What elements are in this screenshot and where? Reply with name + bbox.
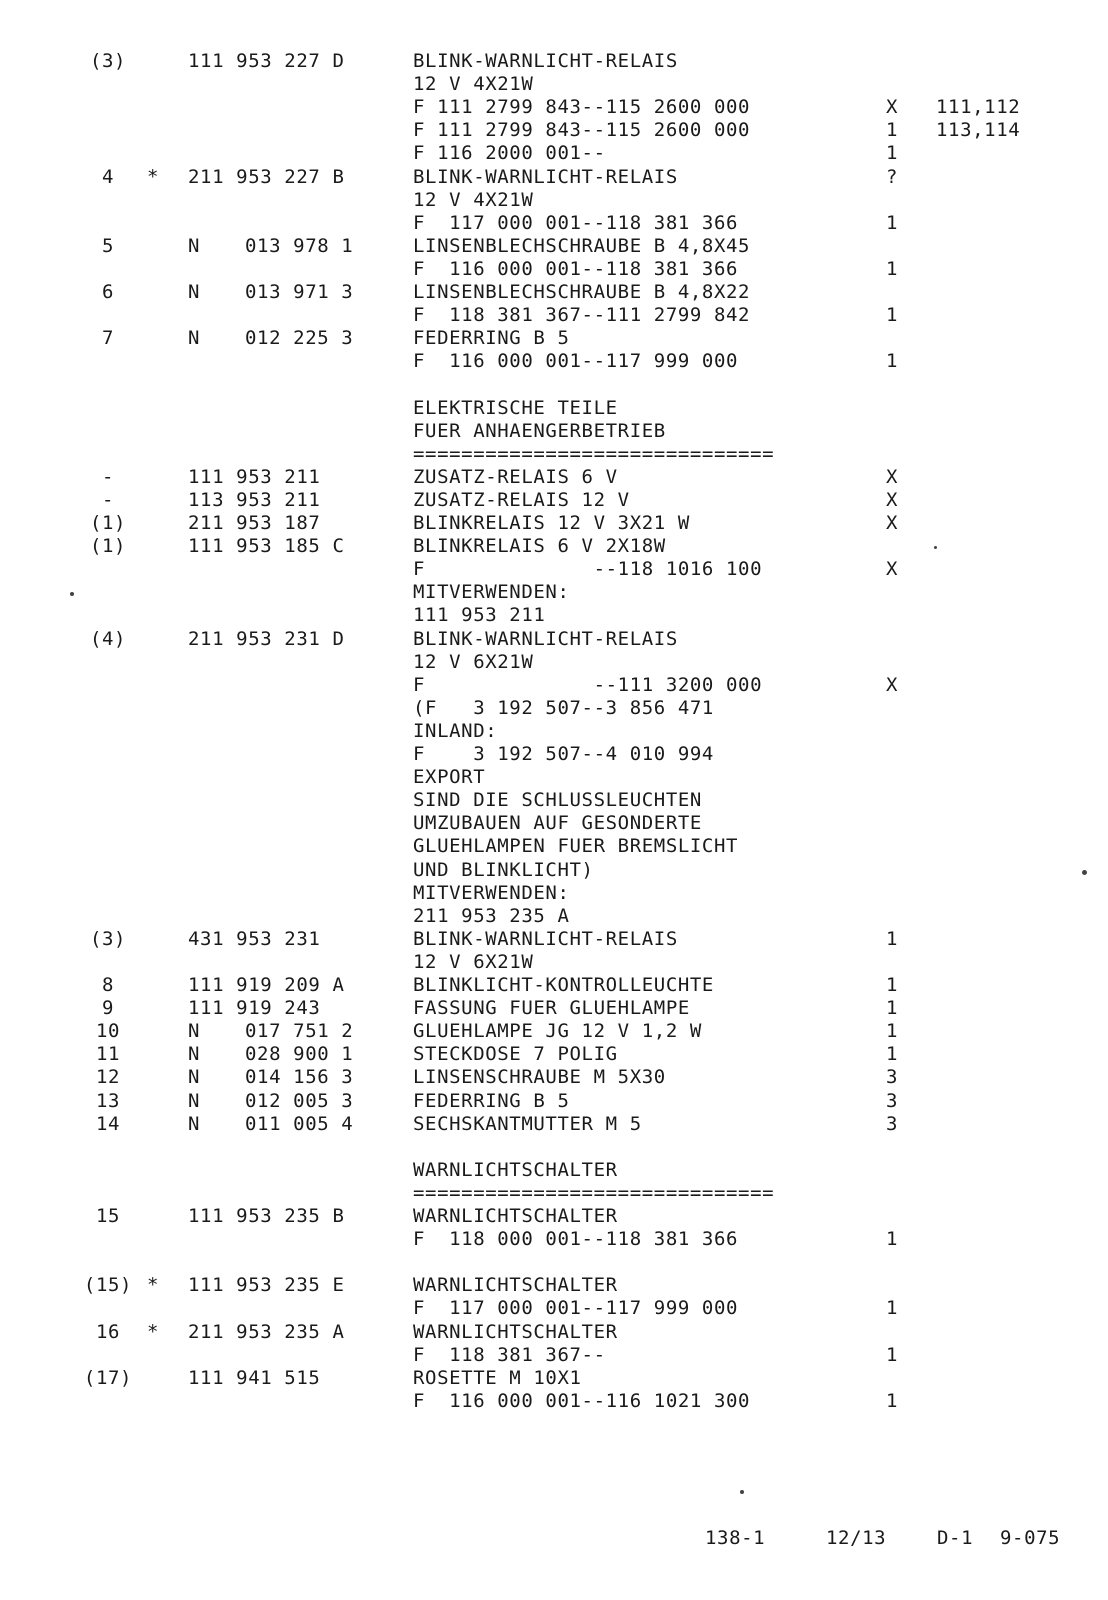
part-description: F --118 1016 100: [413, 558, 763, 581]
part-description: MITVERWENDEN:: [413, 881, 570, 904]
part-description: GLUEHLAMPEN FUER BREMSLICHT: [413, 835, 739, 858]
parts-row: [0, 951, 1108, 974]
parts-row: [0, 373, 1108, 396]
part-description: SIND DIE SCHLUSSLEUCHTEN: [413, 789, 702, 812]
parts-row: [0, 258, 1108, 281]
part-description: F 116 000 001--116 1021 300: [413, 1389, 751, 1412]
part-description: STECKDOSE 7 POLIG: [413, 1043, 618, 1066]
position-number: 10: [95, 1020, 121, 1043]
parts-row: [0, 558, 1108, 581]
part-description: F 111 2799 843--115 2600 000: [413, 119, 751, 142]
part-description: ==============================: [413, 1181, 775, 1204]
part-number: 211 953 187: [188, 512, 321, 534]
part-number: 211 953 235 A: [188, 1320, 345, 1343]
part-description: 12 V 6X21W: [413, 650, 534, 673]
footer-section: 12/13: [826, 1527, 887, 1549]
quantity: 1: [886, 350, 899, 373]
parts-row: [0, 651, 1108, 674]
parts-row: [0, 882, 1108, 905]
position-number: (1): [89, 512, 127, 534]
scan-speck: [70, 592, 74, 596]
parts-row: [0, 928, 1108, 951]
position-number: -: [101, 465, 115, 488]
part-description: ==============================: [413, 442, 775, 465]
part-description: WARNLICHTSCHALTER: [413, 1274, 618, 1297]
parts-row: [0, 674, 1108, 697]
part-number: 028 900 1: [245, 1043, 354, 1066]
parts-row: [0, 1321, 1108, 1344]
part-description: F 118 000 001--118 381 366: [413, 1228, 739, 1251]
parts-row: [0, 1367, 1108, 1390]
part-number: 017 751 2: [245, 1020, 354, 1043]
part-description: UND BLINKLICHT): [413, 858, 594, 881]
part-description: BLINK-WARNLICHT-RELAIS: [413, 165, 678, 188]
position-number: (15): [83, 1274, 133, 1297]
part-description: F --111 3200 000: [413, 673, 763, 696]
modification-star: *: [147, 165, 160, 188]
parts-row: [0, 235, 1108, 258]
footer-reference: 9-075: [1000, 1527, 1061, 1549]
part-description: F 118 381 367--111 2799 842: [413, 304, 751, 327]
part-number: 211 953 227 B: [188, 165, 345, 188]
part-description: F 117 000 001--118 381 366: [413, 211, 739, 234]
part-description: F 116 2000 001--: [413, 142, 606, 165]
part-number: 012 225 3: [245, 327, 354, 350]
standard-part-flag: N: [188, 1089, 201, 1112]
parts-row: [0, 1344, 1108, 1367]
part-number: 111 941 515: [188, 1366, 321, 1389]
parts-row: [0, 1113, 1108, 1136]
position-number: 15: [95, 1205, 121, 1227]
part-description: ZUSATZ-RELAIS 12 V: [413, 488, 630, 511]
parts-row: [0, 1390, 1108, 1413]
position-number: 13: [95, 1089, 121, 1112]
part-description: ZUSATZ-RELAIS 6 V: [413, 465, 618, 488]
part-description: BLINKLICHT-KONTROLLEUCHTE: [413, 974, 714, 996]
position-number: 16: [95, 1320, 121, 1343]
parts-row: [0, 166, 1108, 189]
part-number: 014 156 3: [245, 1066, 354, 1089]
parts-row: [0, 581, 1108, 604]
parts-row: [0, 905, 1108, 928]
part-description: F 116 000 001--118 381 366: [413, 257, 739, 280]
part-number: 113 953 211: [188, 488, 321, 511]
part-description: BLINKRELAIS 6 V 2X18W: [413, 535, 666, 558]
quantity: 1: [886, 142, 899, 165]
parts-row: [0, 466, 1108, 489]
part-description: BLINKRELAIS 12 V 3X21 W: [413, 512, 690, 534]
remark: 111,112: [936, 96, 1021, 119]
position-number: (1): [89, 535, 127, 558]
standard-part-flag: N: [188, 1112, 201, 1135]
parts-row: [0, 50, 1108, 73]
parts-row: [0, 489, 1108, 512]
parts-row: [0, 789, 1108, 812]
parts-row: [0, 212, 1108, 235]
standard-part-flag: N: [188, 281, 201, 303]
part-description: FEDERRING B 5: [413, 1089, 570, 1112]
part-description: GLUEHLAMPE JG 12 V 1,2 W: [413, 1020, 702, 1043]
parts-row: [0, 1020, 1108, 1043]
quantity: X: [886, 558, 899, 581]
parts-row: [0, 1159, 1108, 1182]
parts-row: [0, 859, 1108, 882]
parts-row: [0, 1066, 1108, 1089]
part-description: WARNLICHTSCHALTER: [413, 1158, 618, 1181]
quantity: ?: [886, 165, 899, 188]
part-description: F 3 192 507--4 010 994: [413, 743, 714, 765]
part-number: 431 953 231: [188, 927, 321, 950]
parts-row: [0, 73, 1108, 96]
part-number: 013 978 1: [245, 234, 354, 257]
parts-row: [0, 835, 1108, 858]
position-number: 9: [101, 997, 115, 1020]
part-description: F 118 381 367--: [413, 1343, 606, 1366]
modification-star: *: [147, 1274, 160, 1297]
quantity: 3: [886, 1112, 899, 1135]
part-number: 211 953 231 D: [188, 627, 345, 650]
standard-part-flag: N: [188, 327, 201, 350]
position-number: 11: [95, 1043, 121, 1066]
quantity: 1: [886, 1297, 899, 1320]
part-description: BLINK-WARNLICHT-RELAIS: [413, 927, 678, 950]
quantity: 1: [886, 997, 899, 1020]
parts-row: [0, 1182, 1108, 1205]
position-number: (3): [89, 50, 127, 72]
parts-row: [0, 142, 1108, 165]
part-description: LINSENBLECHSCHRAUBE B 4,8X45: [413, 234, 751, 257]
parts-row: [0, 812, 1108, 835]
part-description: F 116 000 001--117 999 000: [413, 350, 739, 373]
parts-row: [0, 1228, 1108, 1251]
parts-row: [0, 304, 1108, 327]
parts-row: [0, 189, 1108, 212]
standard-part-flag: N: [188, 234, 201, 257]
quantity: 1: [886, 1389, 899, 1412]
part-description: SECHSKANTMUTTER M 5: [413, 1112, 642, 1135]
part-description: FASSUNG FUER GLUEHLAMPE: [413, 997, 690, 1020]
parts-row: [0, 997, 1108, 1020]
footer-page-number: 138-1: [705, 1527, 766, 1549]
page-footer: [0, 1525, 1108, 1551]
position-number: (4): [89, 627, 127, 650]
part-description: 111 953 211: [413, 604, 546, 627]
standard-part-flag: N: [188, 1020, 201, 1043]
quantity: X: [886, 512, 899, 534]
part-description: ROSETTE M 10X1: [413, 1366, 582, 1389]
quantity: 3: [886, 1089, 899, 1112]
part-description: 12 V 4X21W: [413, 73, 534, 96]
position-number: -: [101, 488, 115, 511]
scan-speck: [740, 1490, 744, 1494]
part-number: 111 953 211: [188, 465, 321, 488]
parts-row: [0, 1136, 1108, 1159]
parts-row: [0, 720, 1108, 743]
position-number: (3): [89, 927, 127, 950]
scan-speck: [934, 546, 937, 549]
part-description: FUER ANHAENGERBETRIEB: [413, 419, 666, 442]
parts-row: [0, 1205, 1108, 1228]
parts-row: [0, 628, 1108, 651]
part-number: 111 953 235 E: [188, 1274, 345, 1297]
parts-row: [0, 697, 1108, 720]
quantity: X: [886, 673, 899, 696]
part-description: 12 V 4X21W: [413, 188, 534, 211]
position-number: 12: [95, 1066, 121, 1089]
position-number: (17): [83, 1366, 133, 1389]
parts-row: [0, 350, 1108, 373]
quantity: 1: [886, 211, 899, 234]
part-number: 012 005 3: [245, 1089, 354, 1112]
quantity: 1: [886, 1343, 899, 1366]
footer-code: D-1: [937, 1527, 974, 1549]
part-description: WARNLICHTSCHALTER: [413, 1205, 618, 1227]
quantity: 1: [886, 1043, 899, 1066]
part-description: FEDERRING B 5: [413, 327, 570, 350]
parts-row: [0, 535, 1108, 558]
part-number: 111 919 243: [188, 997, 321, 1020]
position-number: 4: [101, 165, 115, 188]
parts-row: [0, 1251, 1108, 1274]
part-description: MITVERWENDEN:: [413, 581, 570, 604]
quantity: 3: [886, 1066, 899, 1089]
part-description: WARNLICHTSCHALTER: [413, 1320, 618, 1343]
part-description: LINSENSCHRAUBE M 5X30: [413, 1066, 666, 1089]
quantity: 1: [886, 1228, 899, 1251]
position-number: 5: [101, 234, 115, 257]
quantity: 1: [886, 119, 899, 142]
parts-row: [0, 443, 1108, 466]
part-description: UMZUBAUEN AUF GESONDERTE: [413, 812, 702, 835]
part-description: (F 3 192 507--3 856 471: [413, 696, 714, 719]
part-description: BLINK-WARNLICHT-RELAIS: [413, 627, 678, 650]
part-number: 013 971 3: [245, 281, 354, 303]
part-description: ELEKTRISCHE TEILE: [413, 396, 618, 419]
standard-part-flag: N: [188, 1066, 201, 1089]
part-number: 111 919 209 A: [188, 974, 345, 996]
quantity: 1: [886, 974, 899, 996]
standard-part-flag: N: [188, 1043, 201, 1066]
parts-row: [0, 1297, 1108, 1320]
part-description: BLINK-WARNLICHT-RELAIS: [413, 50, 678, 72]
parts-row: [0, 766, 1108, 789]
scan-speck: [1082, 870, 1087, 875]
parts-row: [0, 281, 1108, 304]
quantity: 1: [886, 1020, 899, 1043]
parts-row: [0, 1043, 1108, 1066]
modification-star: *: [147, 1320, 160, 1343]
position-number: 7: [101, 327, 115, 350]
part-number: 011 005 4: [245, 1112, 354, 1135]
parts-row: [0, 397, 1108, 420]
part-number: 111 953 227 D: [188, 50, 345, 72]
parts-row: [0, 1090, 1108, 1113]
parts-row: [0, 327, 1108, 350]
parts-row: [0, 743, 1108, 766]
parts-row: [0, 96, 1108, 119]
parts-row: [0, 1274, 1108, 1297]
parts-row: [0, 604, 1108, 627]
part-number: 111 953 185 C: [188, 535, 345, 558]
part-description: F 111 2799 843--115 2600 000: [413, 96, 751, 119]
part-description: INLAND:: [413, 719, 498, 742]
part-description: F 117 000 001--117 999 000: [413, 1297, 739, 1320]
quantity: 1: [886, 257, 899, 280]
parts-row: [0, 974, 1108, 997]
parts-row: [0, 512, 1108, 535]
parts-row: [0, 420, 1108, 443]
position-number: 6: [101, 281, 115, 303]
quantity: 1: [886, 927, 899, 950]
quantity: X: [886, 465, 899, 488]
part-description: LINSENBLECHSCHRAUBE B 4,8X22: [413, 281, 751, 303]
position-number: 14: [95, 1112, 121, 1135]
quantity: X: [886, 488, 899, 511]
part-number: 111 953 235 B: [188, 1205, 345, 1227]
part-description: EXPORT: [413, 766, 486, 789]
position-number: 8: [101, 974, 115, 996]
quantity: 1: [886, 304, 899, 327]
quantity: X: [886, 96, 899, 119]
parts-row: [0, 119, 1108, 142]
part-description: 12 V 6X21W: [413, 950, 534, 973]
remark: 113,114: [936, 119, 1021, 142]
part-description: 211 953 235 A: [413, 904, 570, 927]
